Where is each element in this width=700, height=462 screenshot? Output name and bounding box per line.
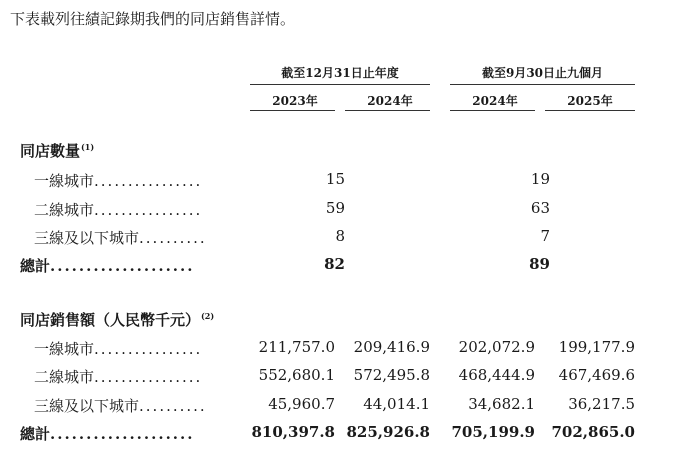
cell-count-tier2-2024-9m: 63 bbox=[530, 199, 550, 217]
row-label-sales-total: 總計.................... bbox=[20, 425, 195, 443]
cell-sales-tier3-2025-9m: 36,217.5 bbox=[568, 395, 635, 413]
year-rule-2024-annual bbox=[345, 110, 430, 111]
column-group-annual: 截至12月31日止年度 bbox=[281, 66, 399, 80]
cell-count-total-2024-9m: 89 bbox=[529, 255, 550, 273]
cell-sales-tier3-2023: 45,960.7 bbox=[268, 395, 335, 413]
row-label-tier1: 一線城市................ bbox=[34, 172, 203, 190]
cell-sales-tier2-2024-9m: 468,444.9 bbox=[458, 366, 535, 384]
leader-dots: ................ bbox=[94, 172, 203, 190]
group-rule-nine-months bbox=[450, 84, 635, 85]
intro-text: 下表載列往績記錄期我們的同店銷售詳情。 bbox=[10, 10, 296, 28]
cell-count-tier3-2023: 8 bbox=[335, 227, 345, 245]
year-header-2024-nine-months: 2024年 bbox=[472, 94, 518, 108]
cell-sales-total-2024-9m: 705,199.9 bbox=[451, 423, 535, 441]
cell-sales-tier1-2024: 209,416.9 bbox=[353, 338, 430, 356]
row-label-count-total: 總計.................... bbox=[20, 257, 195, 275]
footnote-marker: (2) bbox=[201, 311, 215, 321]
row-label-tier1: 一線城市................ bbox=[34, 340, 203, 358]
cell-sales-total-2025-9m: 702,865.0 bbox=[551, 423, 635, 441]
year-header-2024-annual: 2024年 bbox=[367, 94, 413, 108]
year-rule-2025 bbox=[545, 110, 635, 111]
row-label-tier3: 三線及以下城市.......... bbox=[34, 397, 207, 415]
row-label-tier3: 三線及以下城市.......... bbox=[34, 229, 207, 247]
year-header-2025: 2025年 bbox=[567, 94, 613, 108]
footnote-marker: (1) bbox=[81, 142, 95, 152]
cell-sales-tier3-2024: 44,014.1 bbox=[363, 395, 430, 413]
cell-count-tier1-2024-9m: 19 bbox=[530, 170, 550, 188]
column-group-nine-months: 截至9月30日止九個月 bbox=[481, 66, 604, 80]
group-rule-annual bbox=[250, 84, 430, 85]
section-title-same-store-sales: 同店銷售額（人民幣千元）$^{(2)}$ bbox=[20, 311, 215, 329]
cell-sales-tier1-2023: 211,757.0 bbox=[258, 338, 335, 356]
leader-dots: ................ bbox=[94, 201, 203, 219]
row-label-tier2: 二線城市................ bbox=[34, 201, 203, 219]
leader-dots: ................ bbox=[94, 340, 203, 358]
leader-dots: .......... bbox=[139, 229, 207, 247]
row-label-tier2: 二線城市................ bbox=[34, 368, 203, 386]
cell-sales-tier3-2024-9m: 34,682.1 bbox=[468, 395, 535, 413]
leader-dots: ................ bbox=[94, 368, 203, 386]
cell-count-total-2023: 82 bbox=[324, 255, 345, 273]
cell-sales-tier2-2024: 572,495.8 bbox=[353, 366, 430, 384]
cell-sales-tier1-2024-9m: 202,072.9 bbox=[458, 338, 535, 356]
cell-count-tier2-2023: 59 bbox=[325, 199, 345, 217]
cell-sales-total-2024: 825,926.8 bbox=[346, 423, 430, 441]
cell-count-tier1-2023: 15 bbox=[325, 170, 345, 188]
section-title-store-count: 同店數量$^{(1)}$ bbox=[20, 142, 95, 160]
leader-dots: .......... bbox=[139, 397, 207, 415]
cell-sales-tier1-2025-9m: 199,177.9 bbox=[558, 338, 635, 356]
year-header-2023: 2023年 bbox=[272, 94, 318, 108]
year-rule-2023 bbox=[250, 110, 335, 111]
leader-dots: .................... bbox=[50, 257, 195, 275]
cell-sales-total-2023: 810,397.8 bbox=[251, 423, 335, 441]
cell-count-tier3-2024-9m: 7 bbox=[540, 227, 550, 245]
cell-sales-tier2-2025-9m: 467,469.6 bbox=[558, 366, 635, 384]
cell-sales-tier2-2023: 552,680.1 bbox=[258, 366, 335, 384]
leader-dots: .................... bbox=[50, 425, 195, 443]
year-rule-2024-nine-months bbox=[450, 110, 535, 111]
